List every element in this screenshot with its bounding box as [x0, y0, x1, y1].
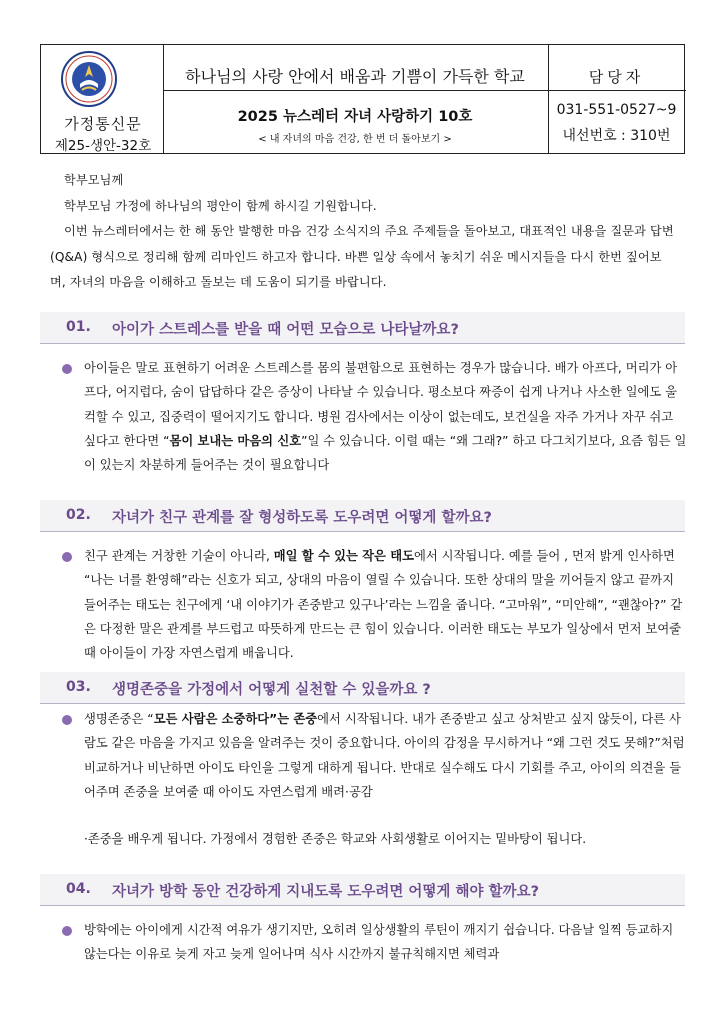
- bullet-icon: [62, 364, 72, 374]
- school-logo: [60, 50, 118, 108]
- question-header-04: [40, 874, 685, 906]
- answer-04: [62, 918, 687, 967]
- newsletter-subtitle: < 내 자녀의 마음 건강, 한 번 더 돌아보기 >: [258, 134, 452, 145]
- answer-emphasis: 매일 할 수 있는 작은 태도: [273, 549, 414, 563]
- question-header-02: [40, 500, 685, 532]
- question-header-01: [40, 312, 685, 344]
- question-title: 자녀가 방학 동안 건강하게 지내도록 도우려면 어떻게 해야 할까요?: [112, 884, 539, 900]
- bullet-icon: [62, 552, 72, 562]
- intro: [50, 168, 675, 296]
- question-number: 02.: [66, 507, 91, 523]
- answer-text: 방학에는 아이에게 시간적 여유가 생기지만, 오히려 일상생활의 루틴이 깨지기 쉽습니다. 다음날 일찍 등교하지 않는다는 이유로 늦게 자고 늦게 일어나며 식사 시간까지 불규칙해지면 체력과: [84, 923, 674, 962]
- school-label: 가정통신문: [64, 115, 142, 133]
- answer-text: 에서 시작됩니다. 내가 존중받고 싶고 상처받고 싶지 않듯이, 다른 사람도 같은 마음을 가지고 있음을 알려주는 것이 중요합니다. 아이의 감정을 무시하거나 “왜 그런 것도 못해?”처럼 비교하거나 비난하면 아이도 타인을 그렇게 대하게 됩니다. 반대로 실수해도 다시 기회를 주고, 아이의 의견을 들어주며 존중을 보여줄 때 아이도 자연스럽게 배려·공감: [84, 712, 685, 799]
- school-motto: 하나님의 사랑 안에서 배움과 기쁨이 가득한 학교: [185, 67, 525, 86]
- bullet-icon: [62, 715, 72, 725]
- answer-text: 에서 시작됩니다. 예를 들어 , 먼저 밝게 인사하면 “나는 너를 환영해”라는 신호가 되고, 상대의 마음이 열릴 수 있습니다. 또한 상대의 말을 끼어들지 않고 끝까지 들어주는 태도는 친구에게 ‘내 이야기가 존중받고 있구나’라는 느낌을 줍니다. “고마워”, “미안해”, “괜찮아?” 같은 다정한 말은 관계를 부드럽고 따뜻하게 만드는 큰 힘이 있습니다. 이러한 태도는 부모가 일상에서 먼저 보여줄 때 아이들이 가장 자연스럽게 배웁니다.: [84, 549, 683, 661]
- answer-emphasis: 몸이 보내는 마음의 신호: [169, 433, 302, 448]
- newsletter-title: 2025 뉴스레터 자녀 사랑하기 10호: [237, 109, 473, 125]
- question-header-03: [40, 672, 685, 704]
- answer-03: [62, 707, 687, 804]
- answer-text: ”일 수 있습니다. 이럴 때는 “왜 그래?” 하고 다그치기보다, 요즘 힘든 일이 있는지 차분하게 들어주는 것이 필요합니다: [84, 433, 687, 473]
- question-title: 아이가 스트레스를 받을 때 어떤 모습으로 나타날까요?: [112, 322, 459, 338]
- divider: [163, 90, 686, 91]
- answer-text: 생명존중은 “: [84, 712, 154, 726]
- question-number: 04.: [66, 881, 91, 897]
- greeting: 학부모님께: [64, 173, 124, 187]
- intro-line: 학부모님 가정에 하나님의 평안이 함께 하시길 기원합니다.: [64, 198, 377, 213]
- answer-text: 아이들은 말로 표현하기 어려운 스트레스를 몸의 불편함으로 표현하는 경우가 많습니다. 배가 아프다, 머리가 아프다, 어지럽다, 숨이 답답하다 같은 증상이 나타날 수 있습니다. 평소보다 짜증이 쉽게 나거나 사소한 일에도 울컥할 수 있고, 집중력이 떨어지기도 합니다. 병원 검사에서는 이상이 없는데도, 보건실을 자주 가거나 자꾸 쉬고 싶다고 한다면 “: [84, 361, 678, 448]
- answer-02: [62, 544, 687, 665]
- intro-paragraph: 이번 뉴스레터에서는 한 해 동안 발행한 마음 건강 소식지의 주요 주제들을 돌아보고, 대표적인 내용을 질문과 답변(Q&A) 형식으로 정리해 함께 리마인드 하고자 합니다. 바쁜 일상 속에서 놓치기 쉬운 메시지들을 다시 한번 짚어보며, 자녀의 마음을 이해하고 돌보는 데 도움이 되기를 바랍니다.: [50, 224, 674, 289]
- question-number: 03.: [66, 679, 91, 695]
- answer-01: [62, 356, 687, 477]
- contact-extension: 내선번호 : 310번: [562, 128, 671, 144]
- bullet-icon: [62, 926, 72, 936]
- question-title: 자녀가 친구 관계를 잘 형성하도록 도우려면 어떻게 할까요?: [112, 510, 492, 526]
- answer-03-continued: [62, 827, 687, 851]
- question-title: 생명존중을 가정에서 어떻게 실천할 수 있을까요 ?: [112, 682, 431, 698]
- contact-label: 담당자: [588, 68, 645, 86]
- doc-number: 제25-생안-32호: [54, 138, 152, 154]
- answer-emphasis: 모든 사람은 소중하다”는 존중: [153, 712, 318, 726]
- answer-text: 친구 관계는 거창한 기술이 아니라,: [84, 549, 274, 563]
- answer-text: ·존중을 배우게 됩니다. 가정에서 경험한 존중은 학교와 사회생활로 이어지는 밑바탕이 됩니다.: [84, 832, 587, 846]
- question-number: 01.: [66, 319, 91, 335]
- contact-phone: 031-551-0527~9: [556, 102, 677, 118]
